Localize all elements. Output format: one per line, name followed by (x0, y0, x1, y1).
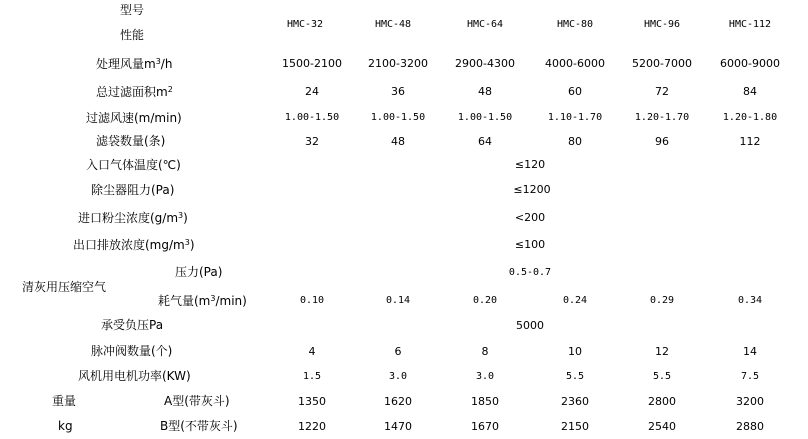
cell-weight-type-b: 2540 (648, 420, 676, 433)
cell-fan-power: 5.5 (565, 371, 585, 382)
cell-filter-area: 84 (743, 85, 757, 98)
cell-fan-power: 3.0 (388, 371, 408, 382)
cell-valve-count: 12 (655, 345, 669, 358)
cell-weight-type-b: 2880 (736, 420, 764, 433)
corner-label-performance: 性能 (120, 28, 145, 42)
cell-filter-velocity: 1.20-1.70 (634, 112, 690, 123)
cell-air-consumption: 0.20 (472, 295, 498, 306)
row-label-negative-pressure: 承受负压Pa (101, 318, 164, 332)
cell-bag-count: 80 (568, 135, 582, 148)
row-label-weight-type-b: B型(不带灰斗) (160, 419, 238, 433)
model-header: HMC-32 (286, 19, 324, 30)
cell-air-volume: 2900-4300 (455, 57, 515, 70)
row-label-inlet-temp: 入口气体温度(℃) (86, 158, 181, 172)
cell-bag-count: 64 (478, 135, 492, 148)
cell-valve-count: 14 (743, 345, 757, 358)
cell-resistance: ≤1200 (513, 183, 551, 196)
cell-inlet-dust: <200 (514, 211, 546, 224)
cell-weight-type-a: 2360 (561, 395, 589, 408)
cell-filter-velocity: 1.20-1.80 (722, 112, 778, 123)
cell-fan-power: 5.5 (652, 371, 672, 382)
cell-bag-count: 112 (739, 135, 761, 148)
cell-air-pressure: 0.5-0.7 (508, 267, 552, 278)
cell-negative-pressure: 5000 (516, 319, 544, 332)
cell-filter-velocity: 1.00-1.50 (370, 112, 426, 123)
cell-air-consumption: 0.24 (562, 295, 588, 306)
cell-bag-count: 48 (391, 135, 405, 148)
row-label-air-volume: 处理风量$m^3/h$ (96, 57, 173, 71)
row-label-air-pressure: 压力(Pa) (175, 265, 223, 279)
cell-weight-type-b: 2150 (561, 420, 589, 433)
cell-weight-type-a: 2800 (648, 395, 676, 408)
model-header: HMC-80 (556, 19, 594, 30)
row-label-fan-power: 风机用电机功率(KW) (78, 369, 191, 383)
cell-air-volume: 6000-9000 (720, 57, 780, 70)
cell-inlet-temp: ≤120 (514, 158, 546, 171)
cell-air-consumption: 0.14 (385, 295, 411, 306)
cell-air-consumption: 0.29 (649, 295, 675, 306)
cell-weight-type-a: 3200 (736, 395, 764, 408)
cell-fan-power: 3.0 (475, 371, 495, 382)
cell-filter-area: 36 (391, 85, 405, 98)
cell-weight-type-b: 1670 (471, 420, 499, 433)
cell-fan-power: 7.5 (740, 371, 760, 382)
cell-valve-count: 8 (481, 345, 489, 358)
cell-valve-count: 6 (394, 345, 402, 358)
cell-fan-power: 1.5 (302, 371, 322, 382)
cell-air-consumption: 0.34 (737, 295, 763, 306)
row-label-weight: 重量 (52, 394, 77, 408)
cell-outlet-dust: ≤100 (514, 238, 546, 251)
row-label-filter-area: 总过滤面积$m^2$ (96, 85, 173, 99)
model-header: HMC-64 (466, 19, 504, 30)
row-label-weight-unit: kg (58, 419, 73, 433)
cell-filter-area: 72 (655, 85, 669, 98)
model-header: HMC-96 (643, 19, 681, 30)
cell-air-volume: 5200-7000 (632, 57, 692, 70)
cell-filter-area: 24 (305, 85, 319, 98)
row-label-bag-count: 滤袋数量(条) (96, 134, 166, 148)
cell-air-volume: 2100-3200 (368, 57, 428, 70)
cell-filter-velocity: 1.00-1.50 (284, 112, 340, 123)
cell-filter-area: 60 (568, 85, 582, 98)
cell-air-volume: 1500-2100 (282, 57, 342, 70)
cell-weight-type-a: 1350 (298, 395, 326, 408)
cell-valve-count: 4 (308, 345, 316, 358)
model-header: HMC-112 (728, 19, 772, 30)
model-header: HMC-48 (374, 19, 412, 30)
cell-weight-type-b: 1220 (298, 420, 326, 433)
cell-weight-type-a: 1620 (384, 395, 412, 408)
row-label-valve-count: 脉冲阀数量(个) (91, 344, 173, 358)
row-label-resistance: 除尘器阻力(Pa) (91, 183, 175, 197)
row-group-label-compressed-air: 清灰用压缩空气 (22, 280, 107, 294)
row-label-inlet-dust: 进口粉尘浓度$(g/m^3)$ (78, 211, 188, 225)
cell-air-volume: 4000-6000 (545, 57, 605, 70)
row-label-filter-velocity: 过滤风速(m/min) (86, 111, 182, 125)
row-label-outlet-dust: 出口排放浓度$(mg/m^3)$ (73, 238, 195, 252)
cell-bag-count: 32 (305, 135, 319, 148)
cell-air-consumption: 0.10 (299, 295, 325, 306)
cell-weight-type-b: 1470 (384, 420, 412, 433)
cell-filter-velocity: 1.00-1.50 (457, 112, 513, 123)
cell-valve-count: 10 (568, 345, 582, 358)
cell-weight-type-a: 1850 (471, 395, 499, 408)
row-label-air-consumption: 耗气量$(m^3/\min)$ (158, 294, 247, 308)
corner-label-model: 型号 (120, 3, 145, 17)
cell-filter-area: 48 (478, 85, 492, 98)
row-label-weight-type-a: A型(带灰斗) (164, 394, 230, 408)
cell-bag-count: 96 (655, 135, 669, 148)
cell-filter-velocity: 1.10-1.70 (547, 112, 603, 123)
